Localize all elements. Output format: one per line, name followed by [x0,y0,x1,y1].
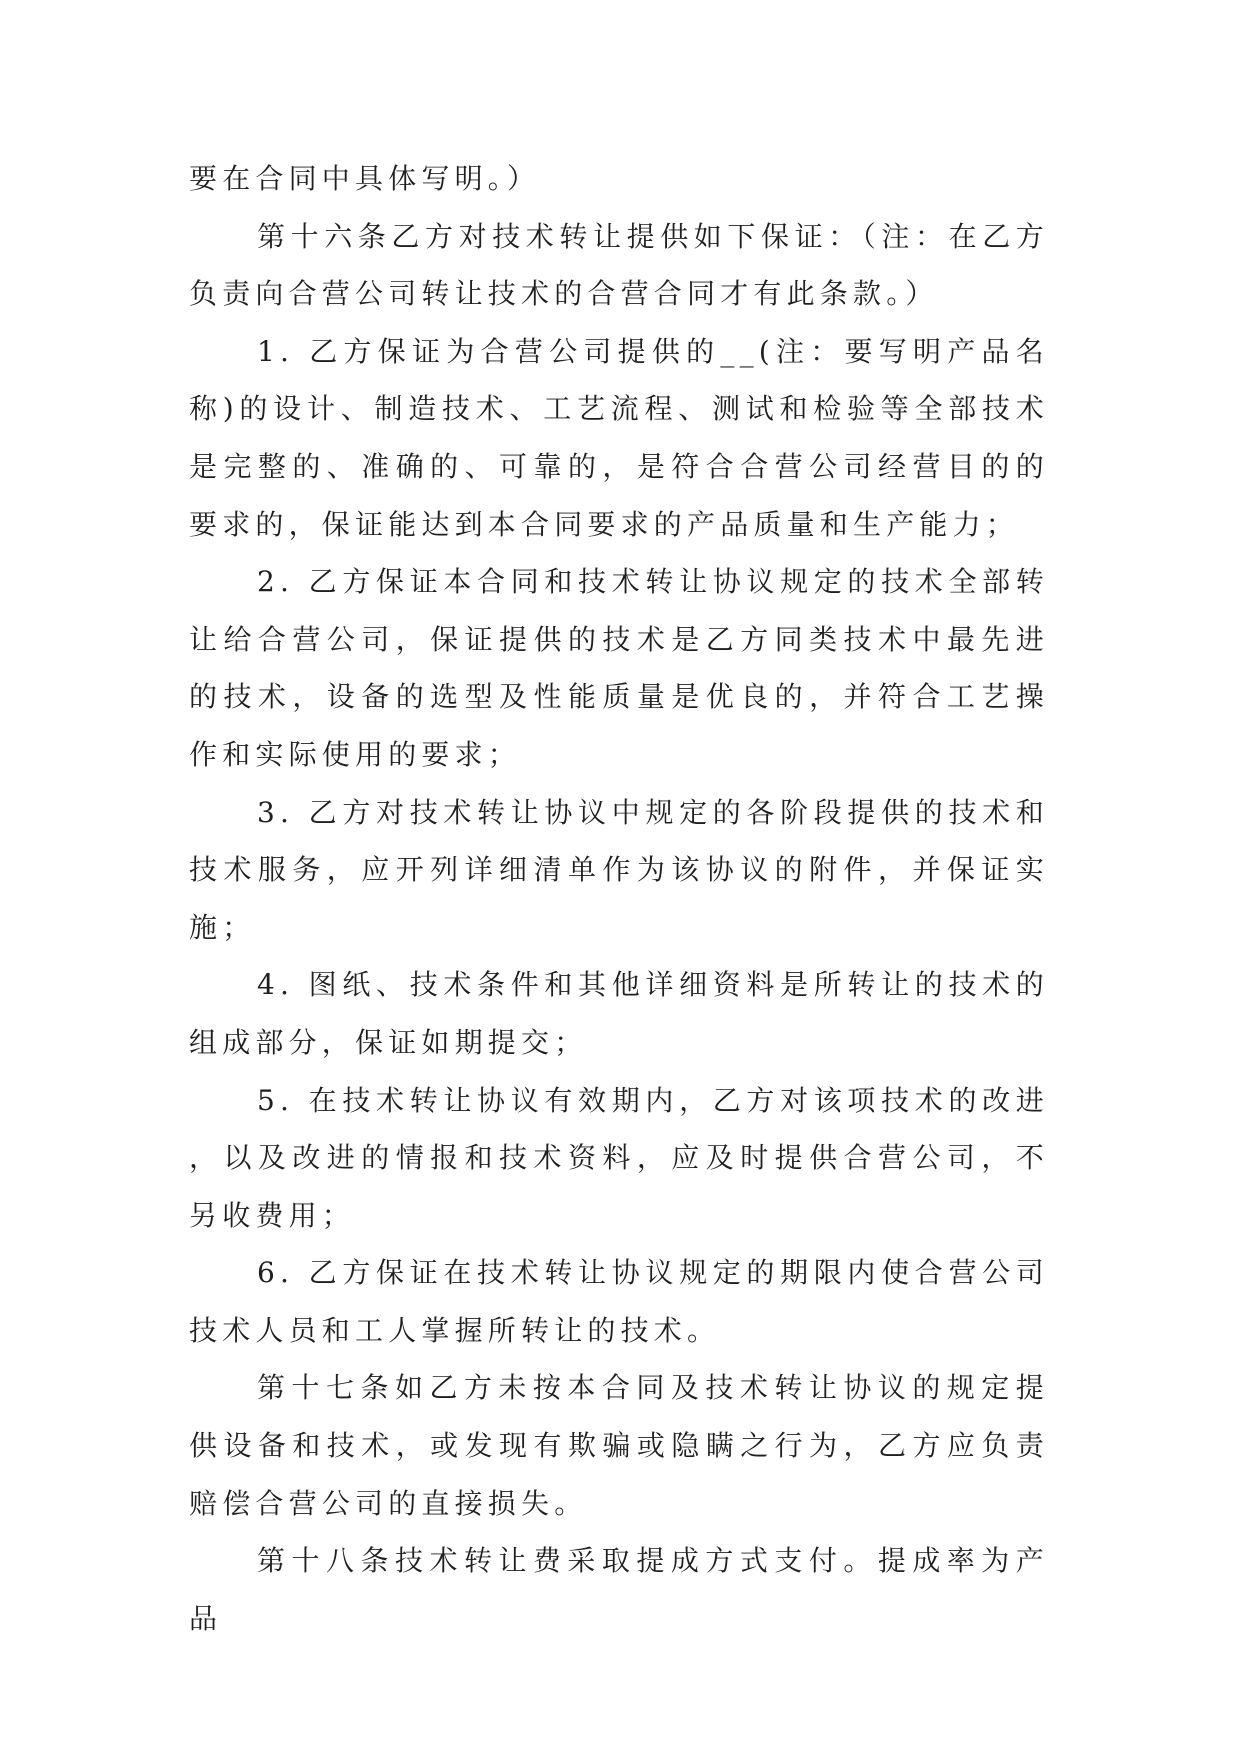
paragraph-item-3: 3. 乙方对技术转让协议中规定的各阶段提供的技术和技术服务，应开列详细清单作为该协议的附件，并保证实施； [189,795,1049,944]
paragraph-item-1: 1. 乙方保证为合营公司提供的__(注：要写明产品名称)的设计、制造技术、工艺流程、测试和检验等全部技术是完整的、准确的、可靠的，是符合合营公司经营目的的要求的，保证能达到本合同要求的产品质量和生产能力； [189,334,1049,541]
paragraph-item-4: 4. 图纸、技术条件和其他详细资料是所转让的技术的组成部分，保证如期提交； [189,968,1049,1059]
paragraph-item-6: 6. 乙方保证在技术转让协议规定的期限内使合营公司技术人员和工人掌握所转让的技术。 [189,1256,1049,1347]
paragraph-item-2: 2. 乙方保证本合同和技术转让协议规定的技术全部转让给合营公司，保证提供的技术是乙方同类技术中最先进的技术，设备的选型及性能质量是优良的，并符合工艺操作和实际使用的要求； [189,565,1049,771]
paragraph-item-5: 5. 在技术转让协议有效期内，乙方对该项技术的改进，以及改进的情报和技术资料，应及时提供合营公司，不另收费用； [189,1083,1049,1232]
paragraph-article-18: 第十八条技术转让费采取提成方式支付。提成率为产品 [189,1544,1049,1635]
paragraph-continuation: 要在合同中具体写明。） [189,162,541,195]
paragraph-article-17: 第十七条如乙方未按本合同及技术转让协议的规定提供设备和技术，或发现有欺骗或隐瞒之行为，乙方应负责赔偿合营公司的直接损失。 [189,1371,1049,1520]
paragraph-article-16: 第十六条乙方对技术转让提供如下保证：（注：在乙方负责向合营公司转让技术的合营合同才有此条款。） [189,219,1049,311]
document-body [189,150,1049,1647]
